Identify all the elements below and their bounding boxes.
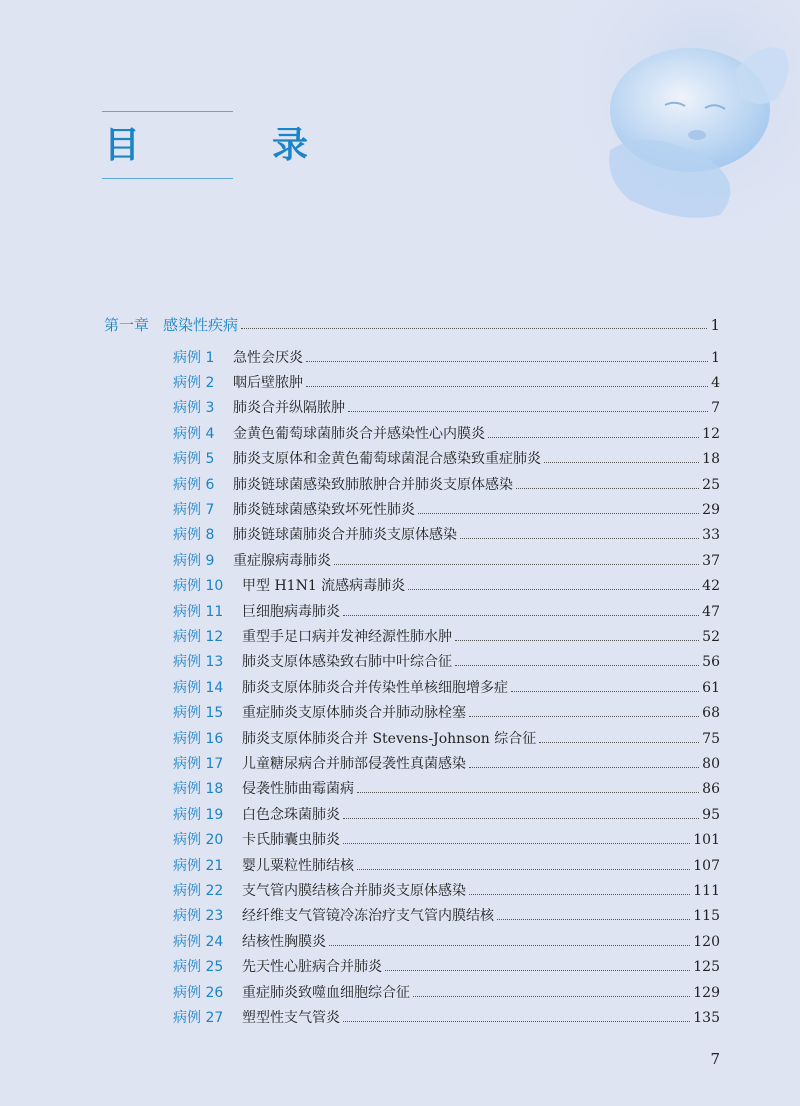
case-page-number: 115 xyxy=(693,908,720,924)
case-label: 病例 14 xyxy=(173,680,224,696)
case-page-number: 61 xyxy=(702,680,720,696)
case-page-number: 12 xyxy=(702,426,720,442)
dot-leader xyxy=(516,488,699,489)
case-title: 急性会厌炎 xyxy=(233,350,303,366)
case-title: 巨细胞病毒肺炎 xyxy=(242,604,340,620)
dot-leader xyxy=(511,691,699,692)
title-rule-bottom xyxy=(102,178,233,179)
case-page-number: 95 xyxy=(702,807,720,823)
dot-leader xyxy=(469,894,690,895)
dot-leader xyxy=(343,818,699,819)
dot-leader xyxy=(329,945,690,946)
baby-photo-watermark xyxy=(570,0,800,240)
case-title: 先天性心脏病合并肺炎 xyxy=(242,959,382,975)
case-page-number: 68 xyxy=(702,705,720,721)
dot-leader xyxy=(357,792,699,793)
case-page-number: 120 xyxy=(693,934,720,950)
case-title: 咽后壁脓肿 xyxy=(233,375,303,391)
case-page-number: 107 xyxy=(693,858,720,874)
dot-leader xyxy=(334,564,699,565)
case-label: 病例 6 xyxy=(173,477,215,493)
dot-leader xyxy=(497,919,690,920)
toc-entry[interactable] xyxy=(173,929,720,951)
dot-leader xyxy=(357,869,690,870)
toc-chapter[interactable] xyxy=(104,312,720,334)
case-page-number: 29 xyxy=(702,502,720,518)
chapter-name: 感染性疾病 xyxy=(163,316,239,334)
case-title: 甲型 H1N1 流感病毒肺炎 xyxy=(242,578,406,594)
dot-leader xyxy=(241,328,707,329)
case-label: 病例 24 xyxy=(173,934,224,950)
dot-leader xyxy=(343,1021,690,1022)
dot-leader xyxy=(418,513,699,514)
dot-leader xyxy=(343,615,699,616)
case-page-number: 80 xyxy=(702,756,720,772)
case-page-number: 125 xyxy=(693,959,720,975)
dot-leader xyxy=(488,437,699,438)
case-page-number: 25 xyxy=(702,477,720,493)
case-page-number: 47 xyxy=(702,604,720,620)
toc-entry[interactable] xyxy=(173,751,720,773)
toc-entry[interactable] xyxy=(173,446,720,468)
toc-entry[interactable] xyxy=(173,345,720,367)
case-title: 肺炎链球菌感染致坏死性肺炎 xyxy=(233,502,415,518)
folio-page-number: 7 xyxy=(710,1050,720,1068)
toc-entry[interactable] xyxy=(173,776,720,798)
toc-entry[interactable] xyxy=(173,726,720,748)
case-title: 婴儿粟粒性肺结核 xyxy=(242,858,354,874)
case-title: 重症肺炎致噬血细胞综合征 xyxy=(242,985,410,1001)
case-title: 经纤维支气管镜冷冻治疗支气管内膜结核 xyxy=(242,908,494,924)
dot-leader xyxy=(460,538,699,539)
case-title: 白色念珠菌肺炎 xyxy=(242,807,340,823)
toc-entry[interactable] xyxy=(173,878,720,900)
case-title: 儿童糖尿病合并肺部侵袭性真菌感染 xyxy=(242,756,466,772)
case-title: 肺炎链球菌感染致肺脓肿合并肺炎支原体感染 xyxy=(233,477,513,493)
dot-leader xyxy=(306,386,708,387)
dot-leader xyxy=(455,665,699,666)
dot-leader xyxy=(539,742,699,743)
case-label: 病例 27 xyxy=(173,1010,224,1026)
toc-entry[interactable] xyxy=(173,649,720,671)
toc-entry[interactable] xyxy=(173,1005,720,1027)
case-label: 病例 10 xyxy=(173,578,224,594)
case-page-number: 129 xyxy=(693,985,720,1001)
page-title: 目 录 xyxy=(104,125,357,166)
toc-entry[interactable] xyxy=(173,472,720,494)
case-page-number: 101 xyxy=(693,832,720,848)
toc-entry[interactable] xyxy=(173,954,720,976)
toc-entry[interactable] xyxy=(173,802,720,824)
toc-entry[interactable] xyxy=(173,421,720,443)
dot-leader xyxy=(343,843,690,844)
case-title: 金黄色葡萄球菌肺炎合并感染性心内膜炎 xyxy=(233,426,485,442)
title-rule-top xyxy=(102,111,233,112)
case-page-number: 86 xyxy=(702,781,720,797)
dot-leader xyxy=(455,640,699,641)
dot-leader xyxy=(306,361,708,362)
toc-entry[interactable] xyxy=(173,599,720,621)
case-page-number: 111 xyxy=(693,883,720,899)
case-label: 病例 16 xyxy=(173,731,224,747)
toc-entry[interactable] xyxy=(173,395,720,417)
case-label: 病例 1 xyxy=(173,350,215,366)
case-label: 病例 21 xyxy=(173,858,224,874)
dot-leader xyxy=(469,767,699,768)
case-page-number: 18 xyxy=(702,451,720,467)
case-label: 病例 5 xyxy=(173,451,215,467)
case-label: 病例 26 xyxy=(173,985,224,1001)
case-label: 病例 11 xyxy=(173,604,224,620)
case-title: 肺炎支原体肺炎合并传染性单核细胞增多症 xyxy=(242,680,508,696)
case-title: 重型手足口病并发神经源性肺水肿 xyxy=(242,629,452,645)
case-title: 肺炎支原体肺炎合并 Stevens-Johnson 综合征 xyxy=(242,731,537,747)
case-page-number: 4 xyxy=(711,375,720,391)
case-label: 病例 23 xyxy=(173,908,224,924)
case-page-number: 7 xyxy=(711,400,720,416)
case-page-number: 75 xyxy=(702,731,720,747)
case-label: 病例 15 xyxy=(173,705,224,721)
case-label: 病例 9 xyxy=(173,553,215,569)
case-label: 病例 20 xyxy=(173,832,224,848)
case-label: 病例 3 xyxy=(173,400,215,416)
case-label: 病例 17 xyxy=(173,756,224,772)
dot-leader xyxy=(348,411,708,412)
case-title: 肺炎合并纵隔脓肿 xyxy=(233,400,345,416)
case-page-number: 135 xyxy=(693,1010,720,1026)
toc-entry[interactable] xyxy=(173,827,720,849)
case-label: 病例 7 xyxy=(173,502,215,518)
toc-entry[interactable] xyxy=(173,700,720,722)
chapter-page-number: 1 xyxy=(710,316,720,334)
case-page-number: 52 xyxy=(702,629,720,645)
case-title: 肺炎支原体和金黄色葡萄球菌混合感染致重症肺炎 xyxy=(233,451,541,467)
dot-leader xyxy=(413,996,690,997)
toc-entry[interactable] xyxy=(173,675,720,697)
case-page-number: 56 xyxy=(702,654,720,670)
case-title: 肺炎支原体感染致右肺中叶综合征 xyxy=(242,654,452,670)
case-label: 病例 13 xyxy=(173,654,224,670)
toc-entry[interactable] xyxy=(173,548,720,570)
toc-entry[interactable] xyxy=(173,980,720,1002)
case-label: 病例 2 xyxy=(173,375,215,391)
dot-leader xyxy=(385,970,690,971)
case-page-number: 37 xyxy=(702,553,720,569)
case-title: 支气管内膜结核合并肺炎支原体感染 xyxy=(242,883,466,899)
dot-leader xyxy=(544,462,699,463)
case-title: 卡氏肺囊虫肺炎 xyxy=(242,832,340,848)
toc-entry[interactable] xyxy=(173,497,720,519)
toc-entry[interactable] xyxy=(173,370,720,392)
toc-entry[interactable] xyxy=(173,853,720,875)
case-label: 病例 8 xyxy=(173,527,215,543)
case-title: 重症肺炎支原体肺炎合并肺动脉栓塞 xyxy=(242,705,466,721)
case-title: 结核性胸膜炎 xyxy=(242,934,326,950)
case-label: 病例 25 xyxy=(173,959,224,975)
case-page-number: 33 xyxy=(702,527,720,543)
case-title: 重症腺病毒肺炎 xyxy=(233,553,331,569)
case-label: 病例 12 xyxy=(173,629,224,645)
chapter-number: 第一章 xyxy=(104,316,150,334)
dot-leader xyxy=(469,716,699,717)
toc-entry[interactable] xyxy=(173,903,720,925)
toc-entry[interactable] xyxy=(173,522,720,544)
case-page-number: 42 xyxy=(702,578,720,594)
dot-leader xyxy=(408,589,699,590)
toc-entry[interactable] xyxy=(173,624,720,646)
case-label: 病例 4 xyxy=(173,426,215,442)
case-title: 侵袭性肺曲霉菌病 xyxy=(242,781,354,797)
toc-entry[interactable] xyxy=(173,573,720,595)
case-title: 肺炎链球菌肺炎合并肺炎支原体感染 xyxy=(233,527,457,543)
case-page-number: 1 xyxy=(711,350,720,366)
case-title: 塑型性支气管炎 xyxy=(242,1010,340,1026)
case-label: 病例 22 xyxy=(173,883,224,899)
case-label: 病例 18 xyxy=(173,781,224,797)
case-label: 病例 19 xyxy=(173,807,224,823)
